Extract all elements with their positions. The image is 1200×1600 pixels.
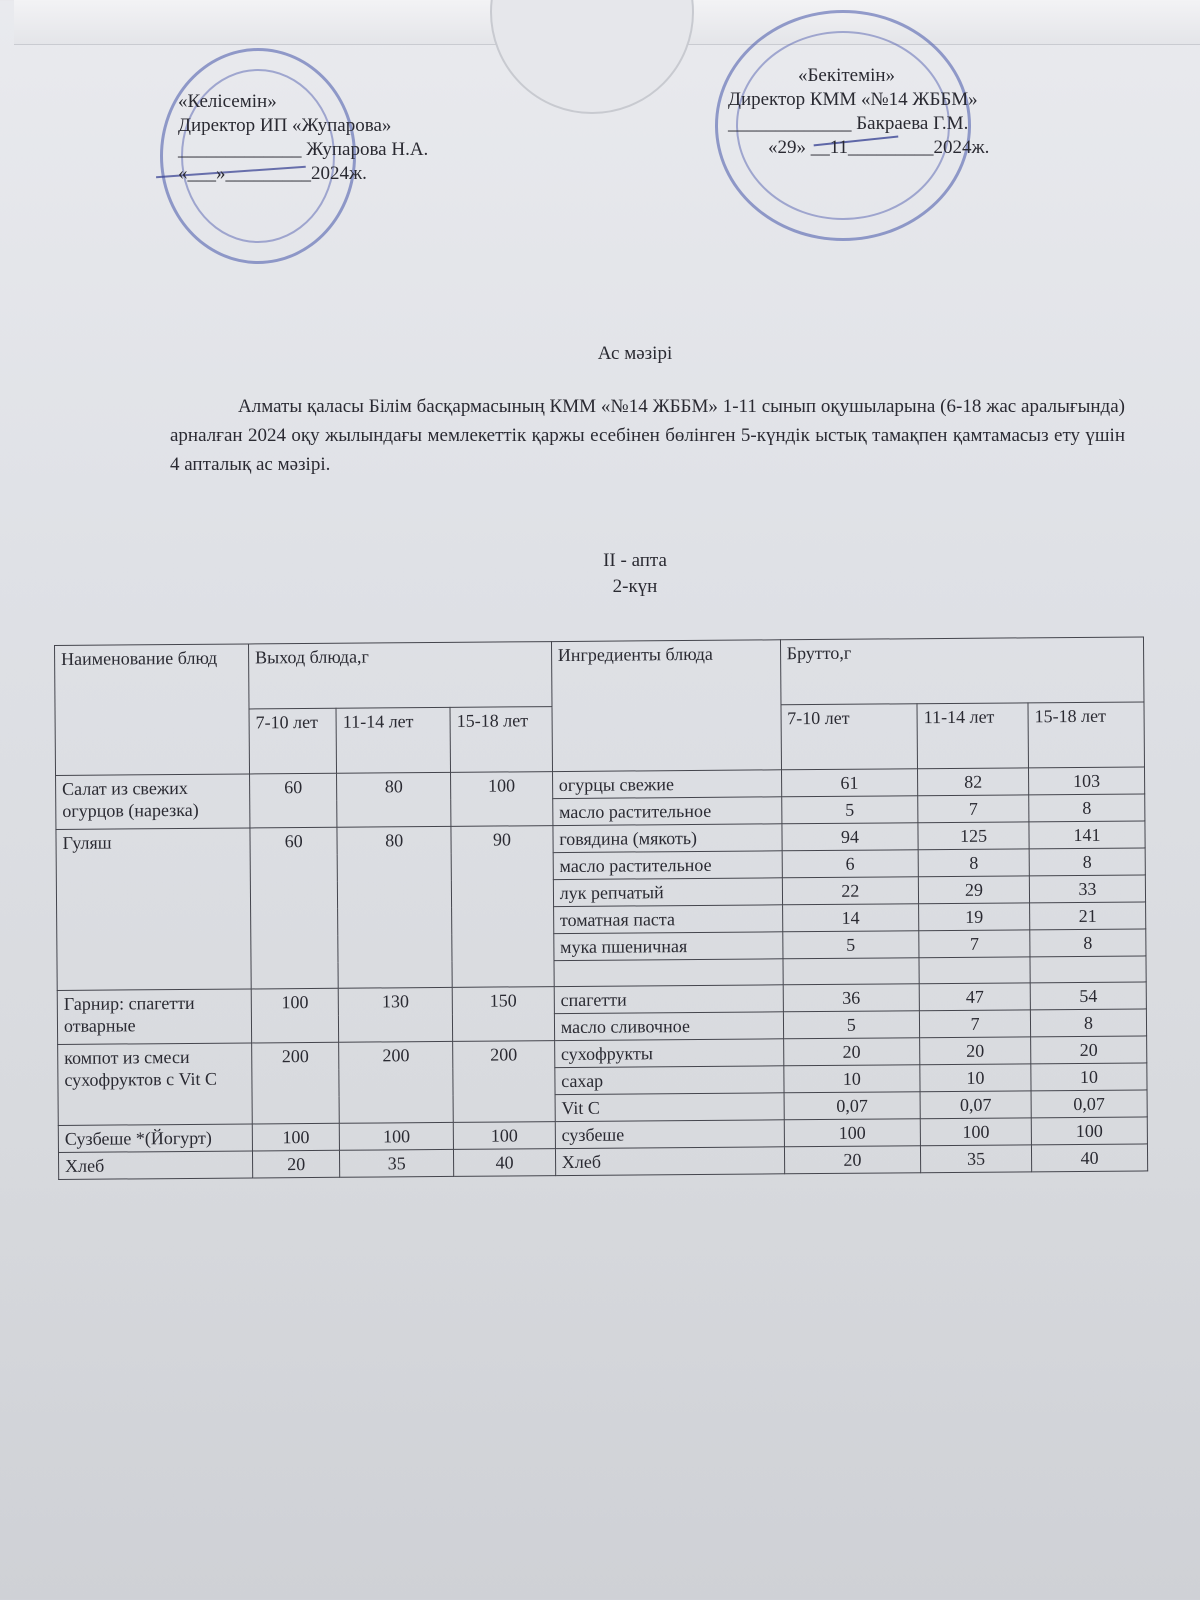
brutto-11-14-cell: 125 — [918, 822, 1029, 850]
ingredient-name-cell: томатная паста — [553, 905, 782, 934]
ingredient-name-cell — [554, 959, 783, 987]
brutto-7-10-cell: 20 — [784, 1146, 921, 1174]
brutto-11-14-cell — [919, 957, 1030, 984]
approval-right-line3: _____________ Бакраева Г.М. — [728, 113, 969, 134]
output-15-18-cell: 200 — [453, 1041, 555, 1123]
approval-left-line4: «___»_________2024ж. — [178, 163, 367, 184]
brutto-15-18-cell — [1030, 956, 1146, 983]
brutto-7-10-cell: 0,07 — [784, 1092, 921, 1120]
brutto-15-18-cell: 10 — [1031, 1063, 1147, 1091]
output-15-18-cell: 100 — [453, 1122, 555, 1150]
approval-right-line4: «29» __11_________2024ж. — [768, 137, 990, 158]
output-11-14-cell: 80 — [337, 826, 452, 988]
output-7-10-cell: 100 — [252, 1123, 339, 1151]
ingredient-name-cell: масло сливочное — [554, 1012, 783, 1041]
brutto-11-14-cell: 7 — [918, 795, 1029, 823]
brutto-11-14-cell: 7 — [919, 930, 1030, 958]
document-title: Ас мәзірі — [597, 343, 673, 364]
brutto-15-18-cell: 54 — [1030, 982, 1146, 1010]
ingredient-name-cell: мука пшеничная — [554, 932, 783, 961]
brutto-15-18-cell: 33 — [1029, 875, 1145, 903]
header-brutto-age2: 11-14 лет — [917, 703, 1028, 769]
approval-left-line1: «Келісемін» — [178, 91, 277, 112]
brutto-15-18-cell: 40 — [1031, 1144, 1147, 1172]
dish-name-cell: Сузбеше *(Йогурт) — [58, 1124, 252, 1153]
ingredient-name-cell: Хлеб — [555, 1147, 784, 1176]
output-15-18-cell: 150 — [452, 987, 554, 1042]
brutto-15-18-cell: 141 — [1029, 821, 1145, 849]
brutto-7-10-cell: 22 — [782, 877, 919, 905]
dish-name-cell: Хлеб — [58, 1151, 252, 1180]
brutto-7-10-cell: 36 — [783, 984, 920, 1012]
dish-name-cell: Гарнир: спагетти отварные — [57, 989, 251, 1045]
header-ingredients: Ингредиенты блюда — [551, 640, 781, 772]
brutto-11-14-cell: 47 — [919, 983, 1030, 1011]
output-7-10-cell: 100 — [251, 988, 339, 1043]
ingredient-name-cell: Vit C — [555, 1093, 784, 1122]
output-7-10-cell: 60 — [250, 773, 338, 828]
brutto-15-18-cell: 100 — [1031, 1117, 1147, 1145]
ingredient-name-cell: лук репчатый — [553, 878, 782, 907]
ingredient-name-cell: спагетти — [554, 985, 783, 1014]
brutto-7-10-cell: 5 — [783, 1011, 920, 1039]
brutto-7-10-cell: 20 — [783, 1038, 920, 1066]
brutto-11-14-cell: 0,07 — [920, 1091, 1031, 1119]
output-7-10-cell: 60 — [250, 827, 338, 989]
brutto-15-18-cell: 103 — [1028, 767, 1144, 795]
output-15-18-cell: 90 — [451, 826, 554, 988]
output-11-14-cell: 200 — [339, 1041, 454, 1123]
header-output-age2: 11-14 лет — [336, 707, 450, 773]
header-dish: Наименование блюд — [55, 644, 250, 776]
ingredient-name-cell: сузбеше — [555, 1120, 784, 1149]
brutto-11-14-cell: 8 — [918, 849, 1029, 877]
brutto-7-10-cell: 6 — [782, 850, 919, 878]
approval-right-line2: Директор КММ «№14 ЖББМ» — [728, 89, 978, 110]
brutto-11-14-cell: 29 — [918, 876, 1029, 904]
brutto-7-10-cell: 5 — [782, 931, 919, 959]
header-output-age1: 7-10 лет — [249, 708, 337, 774]
header-output-age3: 15-18 лет — [450, 707, 552, 773]
approval-right-line1: «Бекітемін» — [798, 65, 896, 86]
brutto-7-10-cell: 94 — [782, 823, 919, 851]
brutto-11-14-cell: 7 — [920, 1010, 1031, 1038]
ingredient-name-cell: сухофрукты — [554, 1039, 783, 1068]
brutto-11-14-cell: 82 — [918, 768, 1029, 796]
week-label: II - апта — [603, 550, 667, 571]
intro-paragraph: Алматы қаласы Білім басқармасының КММ «№14 ЖББМ» 1-11 сынып оқушыларына (6-18 жас аралығында) арналған 2024 оқу жылындағы мемлекеттік қаржы есебінен бөлінген 5-күндік ыстық тамақпен қамтамасыз ету үшін 4 апталық ас мәзірі. — [170, 396, 1125, 475]
brutto-11-14-cell: 100 — [920, 1118, 1031, 1146]
menu-table — [54, 636, 1148, 1180]
brutto-7-10-cell: 61 — [781, 769, 918, 797]
output-7-10-cell: 20 — [252, 1150, 339, 1178]
brutto-7-10-cell: 14 — [782, 904, 919, 932]
output-11-14-cell: 100 — [339, 1122, 453, 1150]
output-15-18-cell: 40 — [454, 1149, 556, 1177]
brutto-15-18-cell: 0,07 — [1031, 1090, 1147, 1118]
brutto-11-14-cell: 10 — [920, 1064, 1031, 1092]
output-11-14-cell: 130 — [338, 987, 452, 1042]
dish-name-cell: Салат из свежих огурцов (нарезка) — [56, 774, 250, 830]
brutto-11-14-cell: 19 — [919, 903, 1030, 931]
brutto-7-10-cell: 100 — [784, 1119, 921, 1147]
week-day-heading — [0, 548, 1200, 600]
approval-left-line2: Директор ИП «Жупарова» — [178, 115, 392, 136]
output-11-14-cell: 35 — [340, 1149, 454, 1177]
day-label: 2-күн — [612, 576, 658, 597]
ingredient-name-cell: огурцы свежие — [552, 770, 781, 799]
brutto-15-18-cell: 8 — [1029, 794, 1145, 822]
header-brutto-age3: 15-18 лет — [1028, 702, 1145, 768]
header-brutto-age1: 7-10 лет — [781, 704, 918, 770]
ingredient-name-cell: сахар — [555, 1066, 784, 1095]
sleeve-notch — [490, 0, 694, 114]
dish-name-cell: Гуляш — [56, 828, 251, 991]
ingredient-name-cell: масло растительное — [552, 797, 781, 826]
ingredient-name-cell: говядина (мякоть) — [553, 824, 782, 853]
brutto-7-10-cell: 10 — [783, 1065, 920, 1093]
brutto-7-10-cell — [783, 958, 920, 985]
output-7-10-cell: 200 — [252, 1042, 340, 1124]
ingredient-name-cell: масло растительное — [553, 851, 782, 880]
header-output: Выход блюда,г — [248, 642, 551, 709]
brutto-15-18-cell: 20 — [1031, 1036, 1147, 1064]
output-11-14-cell: 80 — [337, 772, 451, 827]
approval-left — [178, 90, 428, 186]
approval-right — [728, 64, 989, 160]
dish-name-cell: компот из смеси сухофруктов с Vit C — [58, 1043, 253, 1126]
brutto-11-14-cell: 35 — [921, 1145, 1032, 1173]
output-15-18-cell: 100 — [451, 772, 553, 827]
brutto-15-18-cell: 8 — [1030, 929, 1146, 957]
brutto-15-18-cell: 8 — [1029, 848, 1145, 876]
brutto-15-18-cell: 8 — [1030, 1009, 1146, 1037]
header-brutto: Брутто,г — [780, 637, 1144, 705]
approval-left-line3: _____________ Жупарова Н.А. — [178, 139, 429, 160]
brutto-7-10-cell: 5 — [781, 796, 918, 824]
brutto-15-18-cell: 21 — [1030, 902, 1146, 930]
brutto-11-14-cell: 20 — [920, 1037, 1031, 1065]
